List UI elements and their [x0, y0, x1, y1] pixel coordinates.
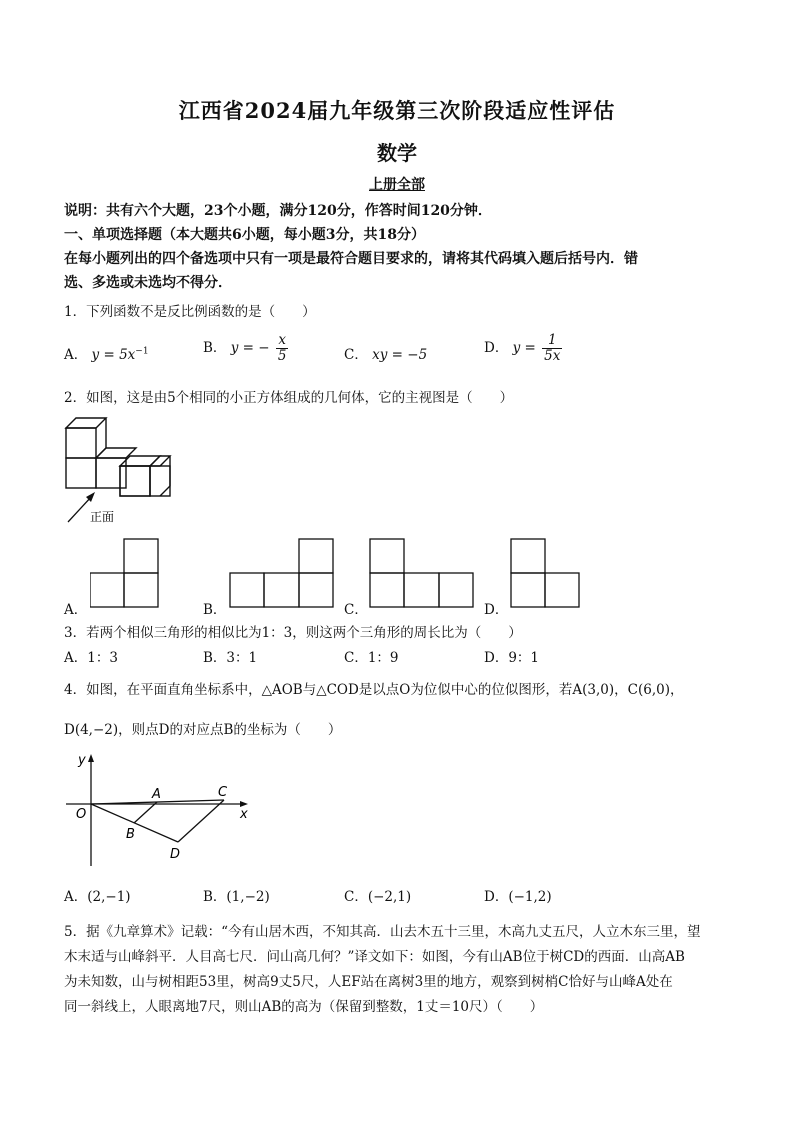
q3-option-b[interactable]: B．3：1	[203, 650, 258, 666]
q2-option-d-figure[interactable]	[510, 538, 582, 610]
q1-option-c[interactable]	[344, 343, 427, 363]
q3-option-a[interactable]: A．1：3	[64, 650, 118, 666]
q2-option-c-label[interactable]: C．	[344, 602, 368, 618]
q4-stem-line2: D(4,−2)，则点D的对应点B的坐标为（ ）	[64, 722, 342, 738]
q1-b-lhs: y = −	[230, 340, 270, 356]
scope-label: 上册全部	[369, 177, 425, 193]
numerator: x	[276, 333, 289, 349]
front-label: 正面	[90, 510, 115, 524]
q1-d-fraction	[542, 333, 562, 364]
label-c: C	[218, 785, 228, 800]
rule-line-2: 选、多选或未选均不得分．	[64, 275, 232, 291]
q1-a-expr: y = 5x	[91, 347, 136, 363]
q4-option-b[interactable]: B．(1,−2)	[203, 889, 270, 905]
q1-option-b[interactable]	[203, 333, 288, 364]
denominator: 5	[277, 348, 287, 364]
q4-option-a[interactable]: A．(2,−1)	[64, 889, 131, 905]
q2-option-d-label[interactable]: D．	[484, 602, 509, 618]
q3-option-c[interactable]: C．1：9	[344, 650, 399, 666]
q2-stem: 2．如图，这是由5个相同的小正方体组成的几何体，它的主视图是（ ）	[64, 390, 514, 406]
q2-option-c-figure[interactable]	[369, 538, 477, 610]
exam-note: 说明：共有六个大题，23个小题，满分120分，作答时间120分钟．	[64, 203, 492, 219]
numerator: 1	[542, 333, 562, 349]
section-heading: 一、单项选择题（本大题共6小题，每小题3分，共18分）	[64, 227, 425, 243]
q4-stem-line1: 4．如图，在平面直角坐标系中，△AOB与△COD是以点O为位似中心的位似图形，若A(3,0)，C(6,0)，	[64, 682, 684, 698]
y-arrow-icon	[88, 754, 94, 762]
q1-option-a[interactable]	[64, 343, 149, 363]
option-label: C．	[344, 347, 368, 363]
label-b: B	[126, 827, 135, 842]
option-label: D．	[484, 340, 509, 356]
q2-option-a-label[interactable]: A．	[64, 602, 88, 618]
q1-d-lhs: y =	[512, 340, 536, 356]
label-a: A	[152, 787, 161, 802]
q1-stem: 1．下列函数不是反比例函数的是（ ）	[64, 304, 316, 320]
q3-stem: 3．若两个相似三角形的相似比为1：3，则这两个三角形的周长比为（ ）	[64, 625, 522, 641]
q5-line2: 木末适与山峰斜平．人目高七尺．问山高几何？”译文如下：如图，今有山AB位于树CD的西面．山高AB	[64, 949, 685, 965]
segment-cd	[178, 800, 224, 842]
q2-option-b-label[interactable]: B．	[203, 602, 227, 618]
label-o: O	[76, 807, 87, 822]
q3-option-d[interactable]: D．9：1	[484, 650, 540, 666]
denominator: 5x	[544, 348, 561, 364]
q4-coordinate-figure	[62, 752, 252, 870]
page-title: 江西省2024届九年级第三次阶段适应性评估	[178, 98, 616, 123]
q1-option-d[interactable]	[484, 333, 562, 364]
front-arrow	[68, 496, 92, 522]
label-d: D	[170, 847, 181, 862]
q5-line4: 同一斜线上，人眼离地7尺，则山AB的高为（保留到整数，1丈＝10尺）（ ）	[64, 999, 544, 1015]
option-label: A．	[64, 347, 88, 363]
q2-solid-figure	[62, 414, 177, 526]
label-y: y	[78, 753, 86, 768]
rule-line-1: 在每小题列出的四个备选项中只有一项是最符合题目要求的，请将其代码填入题后括号内．错	[64, 251, 638, 267]
option-label: B．	[203, 340, 227, 356]
q5-line3: 为未知数，山与树相距53里，树高9丈5尺，人EF站在离树3里的地方，观察到树梢C恰好与山峰A处在	[64, 974, 673, 990]
q1-a-exponent: −1	[135, 346, 149, 357]
segment-ab	[134, 802, 157, 823]
q2-option-b-figure[interactable]	[229, 538, 337, 610]
q2-option-a-figure[interactable]	[90, 538, 162, 610]
q1-c-expr: xy = −5	[372, 347, 428, 363]
subject-title: 数学	[377, 141, 417, 165]
q5-line1: 5．据《九章算术》记载：“今有山居木西，不知其高．山去木五十三里，木高九丈五尺，人立木东三里，望	[64, 924, 701, 940]
q4-option-d[interactable]: D．(−1,2)	[484, 889, 552, 905]
q1-b-fraction	[276, 333, 289, 364]
label-x: x	[240, 807, 248, 822]
q4-option-c[interactable]: C．(−2,1)	[344, 889, 412, 905]
